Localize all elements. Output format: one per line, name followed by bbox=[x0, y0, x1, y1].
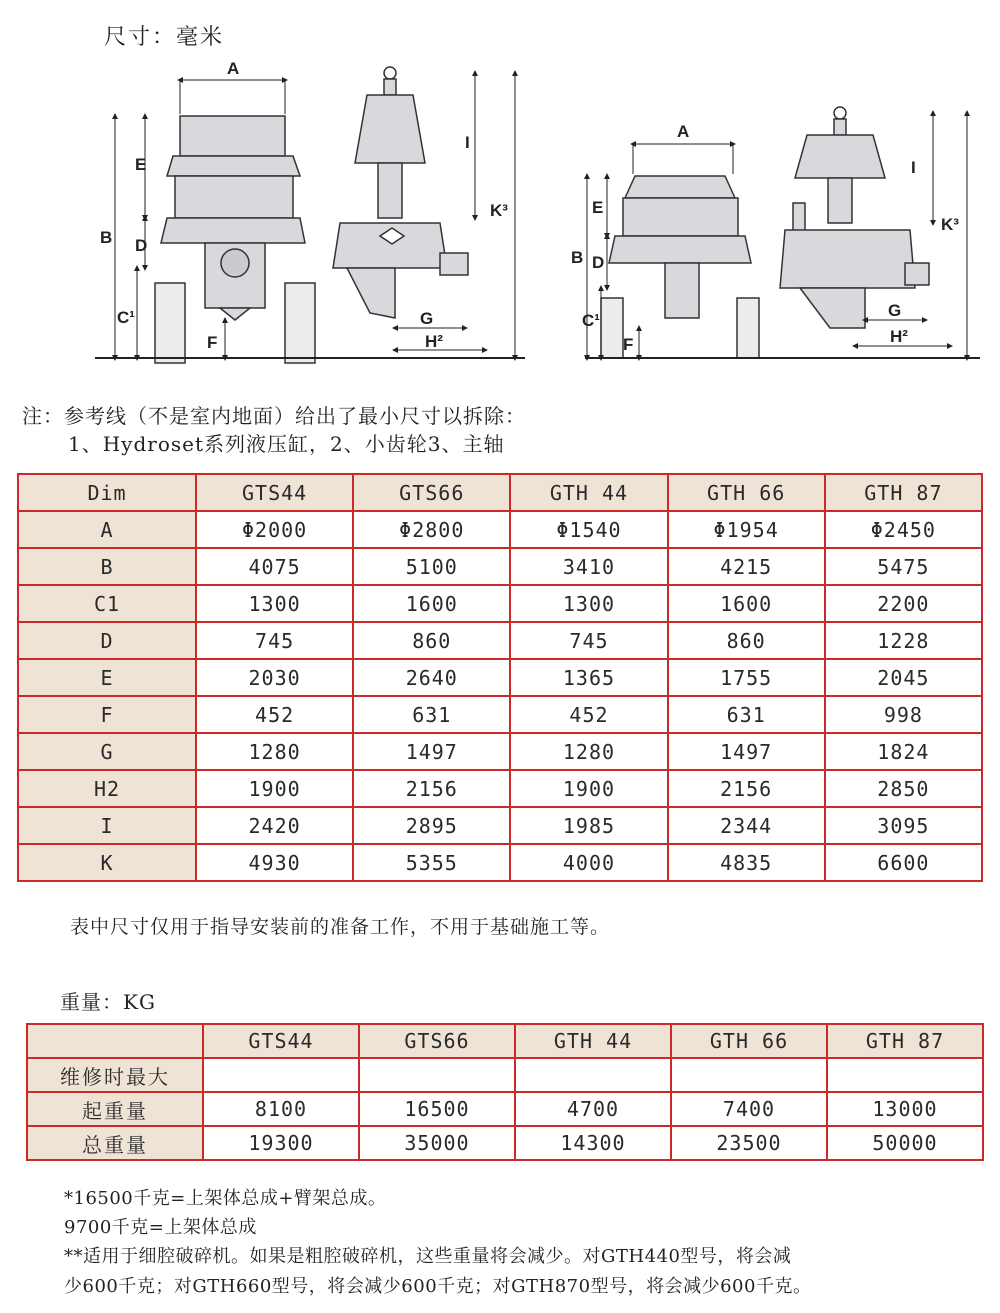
table-header-row bbox=[18, 474, 982, 511]
table-row bbox=[27, 1058, 983, 1092]
label-d-right: D bbox=[592, 253, 605, 272]
table-row bbox=[18, 585, 982, 622]
table-cell: 1497 bbox=[668, 733, 825, 770]
table-cell: 2850 bbox=[825, 770, 982, 807]
table-cell: 4215 bbox=[668, 548, 825, 585]
table-row bbox=[18, 622, 982, 659]
table-cell: 2640 bbox=[353, 659, 510, 696]
table-header-cell: GTH 44 bbox=[515, 1024, 671, 1058]
table-cell: 5100 bbox=[353, 548, 510, 585]
table-cell: 50000 bbox=[827, 1126, 983, 1160]
label-a-left: A bbox=[227, 59, 240, 78]
table-cell bbox=[827, 1058, 983, 1092]
table-cell: 2156 bbox=[353, 770, 510, 807]
table-row bbox=[27, 1092, 983, 1126]
table-header-cell: GTH 87 bbox=[825, 474, 982, 511]
table-cell: 3410 bbox=[510, 548, 667, 585]
unit-title: 尺寸：毫米 bbox=[104, 25, 225, 50]
table-note: 表中尺寸仅用于指导安装前的准备工作，不用于基础施工等。 bbox=[70, 916, 611, 938]
table-cell: 1497 bbox=[353, 733, 510, 770]
table-cell: 1600 bbox=[353, 585, 510, 622]
table-header-cell: GTH 66 bbox=[668, 474, 825, 511]
label-b-right: B bbox=[571, 248, 584, 267]
table-header-cell: GTH 87 bbox=[827, 1024, 983, 1058]
row-label-cell: F bbox=[18, 696, 196, 733]
label-b-left: B bbox=[100, 228, 113, 247]
table-cell: 2895 bbox=[353, 807, 510, 844]
label-c-left: C¹ bbox=[117, 308, 135, 327]
table-cell bbox=[515, 1058, 671, 1092]
row-label-cell: I bbox=[18, 807, 196, 844]
label-i-right: I bbox=[911, 158, 916, 177]
table-cell: Φ2450 bbox=[825, 511, 982, 548]
table-row bbox=[18, 511, 982, 548]
table-header-cell: GTS66 bbox=[353, 474, 510, 511]
table-cell: 1300 bbox=[196, 585, 353, 622]
table-row bbox=[18, 548, 982, 585]
row-label-cell: D bbox=[18, 622, 196, 659]
label-k-right: K³ bbox=[941, 215, 959, 234]
table-cell: 1300 bbox=[510, 585, 667, 622]
table-cell bbox=[671, 1058, 827, 1092]
label-f-right: F bbox=[623, 335, 634, 354]
table-cell: 7400 bbox=[671, 1092, 827, 1126]
footnote-2: 9700千克=上架体总成 bbox=[64, 1217, 257, 1238]
table-row bbox=[27, 1126, 983, 1160]
table-cell: 14300 bbox=[515, 1126, 671, 1160]
label-h-right: H² bbox=[890, 327, 908, 346]
label-g-left: G bbox=[420, 309, 434, 328]
table-row bbox=[18, 733, 982, 770]
table-cell: 13000 bbox=[827, 1092, 983, 1126]
row-label-cell: C1 bbox=[18, 585, 196, 622]
table-cell: 3095 bbox=[825, 807, 982, 844]
table-header-cell: GTH 66 bbox=[671, 1024, 827, 1058]
table-cell: 1228 bbox=[825, 622, 982, 659]
dimension-diagram bbox=[95, 58, 985, 368]
table-cell: 631 bbox=[353, 696, 510, 733]
row-label-cell: E bbox=[18, 659, 196, 696]
table-cell: 1755 bbox=[668, 659, 825, 696]
weight-title: 重量：KG bbox=[60, 990, 156, 1014]
dimension-table-body bbox=[18, 474, 982, 881]
footnote-4: 少600千克；对GTH660型号，将会减少600千克；对GTH870型号，将会减少600千克。 bbox=[64, 1276, 812, 1297]
table-cell: 4835 bbox=[668, 844, 825, 881]
table-cell: 23500 bbox=[671, 1126, 827, 1160]
table-cell bbox=[203, 1058, 359, 1092]
table-cell: 452 bbox=[196, 696, 353, 733]
table-cell: 631 bbox=[668, 696, 825, 733]
row-label-cell: H2 bbox=[18, 770, 196, 807]
label-e-left: E bbox=[135, 155, 147, 174]
table-row bbox=[18, 844, 982, 881]
row-label-cell: A bbox=[18, 511, 196, 548]
table-header-cell: GTS44 bbox=[196, 474, 353, 511]
table-cell: 452 bbox=[510, 696, 667, 733]
weight-table-body bbox=[27, 1024, 983, 1160]
note-line-1: 注：参考线（不是室内地面）给出了最小尺寸以拆除： bbox=[22, 404, 526, 428]
row-label-cell: B bbox=[18, 548, 196, 585]
table-cell: 1985 bbox=[510, 807, 667, 844]
table-header-cell: GTH 44 bbox=[510, 474, 667, 511]
table-cell: 4075 bbox=[196, 548, 353, 585]
label-h-left: H² bbox=[425, 332, 443, 351]
table-cell: 19300 bbox=[203, 1126, 359, 1160]
label-i-left: I bbox=[465, 133, 470, 152]
table-cell: 16500 bbox=[359, 1092, 515, 1126]
table-cell bbox=[359, 1058, 515, 1092]
table-cell: 4700 bbox=[515, 1092, 671, 1126]
table-cell: 1280 bbox=[196, 733, 353, 770]
table-cell: 998 bbox=[825, 696, 982, 733]
table-cell: 1600 bbox=[668, 585, 825, 622]
label-c-right: C¹ bbox=[582, 311, 600, 330]
table-cell: 2344 bbox=[668, 807, 825, 844]
table-cell: 2156 bbox=[668, 770, 825, 807]
table-cell: Φ2000 bbox=[196, 511, 353, 548]
table-cell: 1365 bbox=[510, 659, 667, 696]
table-cell: 5355 bbox=[353, 844, 510, 881]
table-cell: 4000 bbox=[510, 844, 667, 881]
table-row bbox=[18, 659, 982, 696]
table-row bbox=[18, 807, 982, 844]
table-header-cell bbox=[27, 1024, 203, 1058]
table-cell: 2420 bbox=[196, 807, 353, 844]
table-cell: 745 bbox=[196, 622, 353, 659]
footnote-3: **适用于细腔破碎机。如果是粗腔破碎机，这些重量将会减少。对GTH440型号，将会减 bbox=[64, 1246, 792, 1267]
row-label-cell: G bbox=[18, 733, 196, 770]
row-label-cell: 起重量 bbox=[27, 1092, 203, 1126]
table-cell: 4930 bbox=[196, 844, 353, 881]
row-label-cell: 维修时最大 bbox=[27, 1058, 203, 1092]
table-cell: 1824 bbox=[825, 733, 982, 770]
table-cell: 1900 bbox=[510, 770, 667, 807]
table-cell: 2030 bbox=[196, 659, 353, 696]
dimension-table bbox=[17, 473, 983, 882]
row-label-cell: K bbox=[18, 844, 196, 881]
table-cell: 1280 bbox=[510, 733, 667, 770]
row-label-cell: 总重量 bbox=[27, 1126, 203, 1160]
table-cell: 8100 bbox=[203, 1092, 359, 1126]
table-cell: 5475 bbox=[825, 548, 982, 585]
table-cell: 6600 bbox=[825, 844, 982, 881]
table-header-row bbox=[27, 1024, 983, 1058]
label-f-left: F bbox=[207, 333, 218, 352]
table-header-cell: GTS44 bbox=[203, 1024, 359, 1058]
table-cell: 2045 bbox=[825, 659, 982, 696]
table-cell: 860 bbox=[353, 622, 510, 659]
footnote-1: *16500千克=上架体总成+臂架总成。 bbox=[64, 1188, 387, 1209]
table-cell: 1900 bbox=[196, 770, 353, 807]
label-d-left: D bbox=[135, 236, 148, 255]
note-line-2: 1、Hydroset系列液压缸，2、小齿轮3、主轴 bbox=[68, 432, 505, 456]
label-g-right: G bbox=[888, 301, 902, 320]
table-cell: 35000 bbox=[359, 1126, 515, 1160]
table-header-cell: GTS66 bbox=[359, 1024, 515, 1058]
table-row bbox=[18, 770, 982, 807]
table-cell: Φ2800 bbox=[353, 511, 510, 548]
table-cell: 860 bbox=[668, 622, 825, 659]
table-header-cell: Dim bbox=[18, 474, 196, 511]
label-e-right: E bbox=[592, 198, 604, 217]
label-k-left: K³ bbox=[490, 201, 508, 220]
table-cell: Φ1954 bbox=[668, 511, 825, 548]
table-cell: 2200 bbox=[825, 585, 982, 622]
table-row bbox=[18, 696, 982, 733]
table-cell: 745 bbox=[510, 622, 667, 659]
label-a-right: A bbox=[677, 122, 690, 141]
weight-table bbox=[26, 1023, 984, 1161]
table-cell: Φ1540 bbox=[510, 511, 667, 548]
